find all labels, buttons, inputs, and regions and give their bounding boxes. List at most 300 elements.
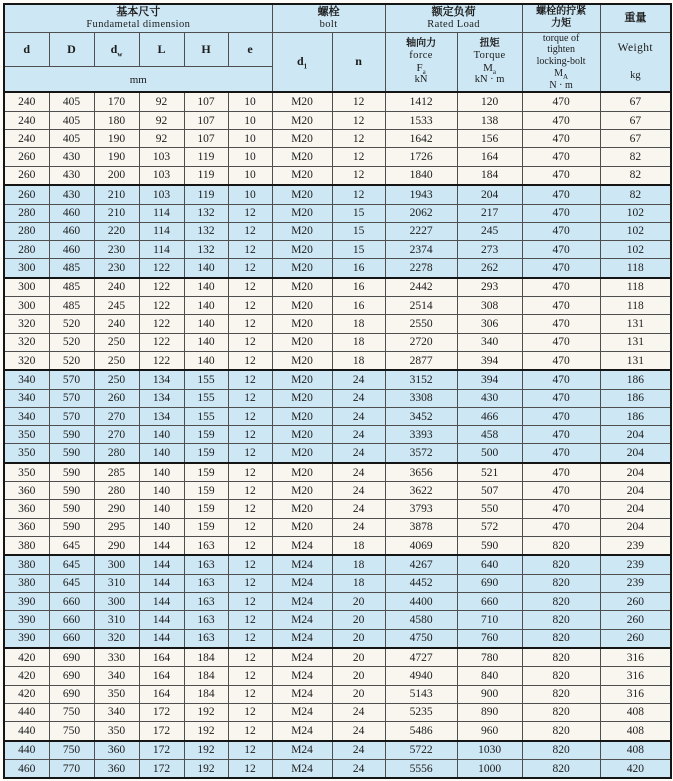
cell-torque-kNm: 430: [457, 389, 522, 407]
cell-d1: M20: [272, 240, 332, 258]
cell-locking-Nm: 820: [522, 574, 600, 592]
cell-d1: M24: [272, 555, 332, 574]
group-locking-torque: [522, 4, 600, 32]
table-row: [4, 500, 671, 518]
cell-force-kN: 4400: [385, 593, 457, 611]
cell-D: 770: [49, 759, 94, 778]
cell-force-kN: 3152: [385, 370, 457, 389]
cell-H: 159: [184, 482, 228, 500]
cell-d1: M20: [272, 426, 332, 444]
cell-weight-kg: 186: [600, 389, 671, 407]
cell-L: 140: [139, 444, 184, 463]
col-weight: [600, 32, 671, 92]
cell-e: 12: [228, 426, 272, 444]
cell-L: 122: [139, 333, 184, 351]
cell-L: 164: [139, 685, 184, 703]
cell-d: 280: [4, 222, 49, 240]
cell-D: 645: [49, 555, 94, 574]
cell-n: 24: [332, 463, 385, 482]
cell-force-kN: 1840: [385, 166, 457, 185]
cell-dw: 220: [94, 222, 139, 240]
torque-unit: kN · m: [474, 74, 505, 86]
cell-d1: M24: [272, 611, 332, 629]
cell-force-kN: 3572: [385, 444, 457, 463]
cell-weight-kg: 131: [600, 333, 671, 351]
cell-e: 12: [228, 463, 272, 482]
cell-weight-kg: 260: [600, 593, 671, 611]
group-dimension: [4, 4, 272, 32]
cell-D: 485: [49, 278, 94, 297]
cell-D: 690: [49, 667, 94, 685]
cell-L: 144: [139, 611, 184, 629]
table-row: [4, 297, 671, 315]
cell-locking-Nm: 820: [522, 611, 600, 629]
cell-H: 163: [184, 555, 228, 574]
cell-H: 163: [184, 536, 228, 555]
cell-torque-kNm: 394: [457, 370, 522, 389]
cell-weight-kg: 239: [600, 574, 671, 592]
cell-d: 390: [4, 611, 49, 629]
cell-e: 12: [228, 240, 272, 258]
cell-force-kN: 3622: [385, 482, 457, 500]
locking-symbol: [523, 68, 600, 80]
cell-L: 172: [139, 759, 184, 778]
cell-torque-kNm: 466: [457, 407, 522, 425]
cell-d: 300: [4, 297, 49, 315]
cell-dw: 340: [94, 667, 139, 685]
cell-n: 15: [332, 204, 385, 222]
cell-d1: M20: [272, 518, 332, 536]
cell-torque-kNm: 507: [457, 482, 522, 500]
cell-n: 15: [332, 222, 385, 240]
cell-dw: 230: [94, 259, 139, 278]
cell-locking-Nm: 820: [522, 629, 600, 648]
cell-force-kN: 1726: [385, 148, 457, 166]
locking-en2: tighten: [547, 44, 575, 56]
cell-dw: 190: [94, 148, 139, 166]
cell-torque-kNm: 273: [457, 240, 522, 258]
cell-force-kN: 2278: [385, 259, 457, 278]
cell-weight-kg: 204: [600, 518, 671, 536]
group-bolt-zh: 螺栓: [317, 5, 340, 18]
cell-torque-kNm: 890: [457, 703, 522, 721]
cell-dw: 285: [94, 463, 139, 482]
cell-D: 430: [49, 166, 94, 185]
locking-en1: torque of: [542, 32, 580, 44]
cell-locking-Nm: 820: [522, 667, 600, 685]
cell-locking-Nm: 470: [522, 204, 600, 222]
mm-label: mm: [129, 74, 147, 87]
cell-e: 10: [228, 185, 272, 204]
table-row: [4, 593, 671, 611]
cell-locking-Nm: 470: [522, 463, 600, 482]
cell-L: 144: [139, 574, 184, 592]
cell-e: 12: [228, 518, 272, 536]
cell-dw: 240: [94, 278, 139, 297]
cell-torque-kNm: 550: [457, 500, 522, 518]
cell-d: 260: [4, 148, 49, 166]
cell-torque-kNm: 710: [457, 611, 522, 629]
cell-n: 24: [332, 407, 385, 425]
cell-d1: M24: [272, 722, 332, 741]
cell-L: 92: [139, 130, 184, 148]
cell-L: 144: [139, 555, 184, 574]
cell-D: 405: [49, 92, 94, 111]
cell-L: 134: [139, 407, 184, 425]
cell-d1: M20: [272, 444, 332, 463]
col-H: H: [184, 32, 228, 67]
cell-D: 570: [49, 389, 94, 407]
table-row: [4, 555, 671, 574]
table-row: [4, 92, 671, 111]
cell-locking-Nm: 820: [522, 759, 600, 778]
cell-e: 10: [228, 92, 272, 111]
col-d1: [272, 32, 332, 92]
col-d1-base: d: [296, 54, 304, 69]
cell-d: 380: [4, 574, 49, 592]
cell-d1: M20: [272, 370, 332, 389]
cell-D: 485: [49, 259, 94, 278]
cell-locking-Nm: 470: [522, 407, 600, 425]
cell-weight-kg: 420: [600, 759, 671, 778]
torque-symbol-sub: a: [492, 67, 497, 76]
cell-n: 20: [332, 648, 385, 667]
cell-e: 12: [228, 389, 272, 407]
cell-locking-Nm: 470: [522, 92, 600, 111]
cell-d: 360: [4, 518, 49, 536]
cell-d1: M20: [272, 259, 332, 278]
cell-locking-Nm: 820: [522, 741, 600, 760]
cell-dw: 245: [94, 297, 139, 315]
locking-symbol-sub: A: [563, 72, 569, 81]
cell-H: 192: [184, 703, 228, 721]
cell-weight-kg: 131: [600, 315, 671, 333]
cell-D: 690: [49, 648, 94, 667]
cell-weight-kg: 316: [600, 667, 671, 685]
cell-d1: M24: [272, 703, 332, 721]
cell-locking-Nm: 470: [522, 315, 600, 333]
col-n: n: [332, 32, 385, 92]
table-row: [4, 222, 671, 240]
cell-n: 24: [332, 703, 385, 721]
bearing-spec-table: [3, 3, 672, 779]
cell-H: 140: [184, 333, 228, 351]
cell-locking-Nm: 470: [522, 130, 600, 148]
cell-weight-kg: 260: [600, 629, 671, 648]
cell-dw: 230: [94, 240, 139, 258]
cell-dw: 250: [94, 370, 139, 389]
cell-dw: 270: [94, 426, 139, 444]
cell-d: 320: [4, 333, 49, 351]
cell-force-kN: 5143: [385, 685, 457, 703]
cell-force-kN: 3452: [385, 407, 457, 425]
cell-locking-Nm: 470: [522, 444, 600, 463]
cell-weight-kg: 82: [600, 185, 671, 204]
cell-L: 134: [139, 370, 184, 389]
mm-unit-cell: [4, 67, 272, 93]
cell-force-kN: 2374: [385, 240, 457, 258]
cell-e: 12: [228, 333, 272, 351]
cell-e: 12: [228, 722, 272, 741]
cell-L: 122: [139, 278, 184, 297]
cell-dw: 300: [94, 593, 139, 611]
cell-L: 122: [139, 297, 184, 315]
cell-d1: M24: [272, 574, 332, 592]
cell-force-kN: 5486: [385, 722, 457, 741]
cell-dw: 250: [94, 351, 139, 370]
cell-dw: 210: [94, 185, 139, 204]
axial-zh: 轴向力: [406, 37, 437, 49]
group-rated-load-en: Rated Load: [427, 18, 480, 30]
cell-n: 24: [332, 759, 385, 778]
cell-force-kN: 3793: [385, 500, 457, 518]
cell-d: 320: [4, 351, 49, 370]
cell-e: 12: [228, 593, 272, 611]
table-row: [4, 426, 671, 444]
cell-H: 159: [184, 518, 228, 536]
cell-force-kN: 1943: [385, 185, 457, 204]
cell-locking-Nm: 470: [522, 148, 600, 166]
cell-torque-kNm: 640: [457, 555, 522, 574]
group-locking-zh1: 螺栓的拧紧: [536, 6, 587, 18]
cell-H: 184: [184, 648, 228, 667]
col-torque: [457, 32, 522, 92]
cell-L: 114: [139, 222, 184, 240]
cell-locking-Nm: 470: [522, 518, 600, 536]
cell-d: 380: [4, 555, 49, 574]
cell-e: 12: [228, 407, 272, 425]
cell-H: 163: [184, 593, 228, 611]
cell-H: 155: [184, 389, 228, 407]
axial-en: force: [409, 49, 433, 61]
cell-d: 360: [4, 500, 49, 518]
cell-L: 122: [139, 351, 184, 370]
cell-e: 12: [228, 444, 272, 463]
table-row: [4, 278, 671, 297]
cell-n: 16: [332, 259, 385, 278]
cell-weight-kg: 408: [600, 741, 671, 760]
cell-torque-kNm: 840: [457, 667, 522, 685]
cell-n: 18: [332, 351, 385, 370]
cell-weight-kg: 118: [600, 297, 671, 315]
cell-torque-kNm: 120: [457, 92, 522, 111]
table-row: [4, 148, 671, 166]
cell-H: 159: [184, 463, 228, 482]
cell-weight-kg: 204: [600, 463, 671, 482]
cell-locking-Nm: 470: [522, 240, 600, 258]
group-bolt: [272, 4, 385, 32]
table-row: [4, 315, 671, 333]
cell-force-kN: 2550: [385, 315, 457, 333]
cell-d1: M20: [272, 463, 332, 482]
group-locking-zh2: 力矩: [551, 18, 572, 30]
cell-H: 107: [184, 92, 228, 111]
cell-weight-kg: 260: [600, 611, 671, 629]
table-row: [4, 111, 671, 129]
cell-D: 750: [49, 741, 94, 760]
cell-weight-kg: 102: [600, 222, 671, 240]
cell-force-kN: 3393: [385, 426, 457, 444]
cell-force-kN: 4069: [385, 536, 457, 555]
cell-dw: 350: [94, 685, 139, 703]
cell-dw: 170: [94, 92, 139, 111]
table-row: [4, 722, 671, 741]
cell-e: 12: [228, 370, 272, 389]
cell-torque-kNm: 780: [457, 648, 522, 667]
cell-n: 24: [332, 482, 385, 500]
cell-d1: M20: [272, 130, 332, 148]
cell-d1: M24: [272, 629, 332, 648]
cell-D: 645: [49, 574, 94, 592]
cell-H: 132: [184, 222, 228, 240]
cell-d: 260: [4, 185, 49, 204]
cell-dw: 280: [94, 444, 139, 463]
cell-H: 163: [184, 629, 228, 648]
table-row: [4, 536, 671, 555]
cell-H: 140: [184, 315, 228, 333]
cell-weight-kg: 82: [600, 166, 671, 185]
cell-H: 192: [184, 722, 228, 741]
cell-d1: M20: [272, 148, 332, 166]
cell-torque-kNm: 217: [457, 204, 522, 222]
cell-torque-kNm: 308: [457, 297, 522, 315]
cell-locking-Nm: 470: [522, 333, 600, 351]
cell-d: 320: [4, 315, 49, 333]
cell-dw: 180: [94, 111, 139, 129]
cell-weight-kg: 131: [600, 351, 671, 370]
cell-n: 15: [332, 240, 385, 258]
cell-e: 12: [228, 667, 272, 685]
cell-weight-kg: 67: [600, 111, 671, 129]
cell-d1: M20: [272, 482, 332, 500]
cell-dw: 320: [94, 629, 139, 648]
cell-locking-Nm: 470: [522, 166, 600, 185]
cell-d: 390: [4, 629, 49, 648]
cell-d: 350: [4, 426, 49, 444]
cell-weight-kg: 408: [600, 722, 671, 741]
cell-n: 18: [332, 315, 385, 333]
cell-H: 159: [184, 426, 228, 444]
cell-e: 12: [228, 297, 272, 315]
cell-e: 12: [228, 685, 272, 703]
col-e: e: [228, 32, 272, 67]
table-header: [4, 4, 671, 92]
table-row: [4, 741, 671, 760]
cell-torque-kNm: 572: [457, 518, 522, 536]
torque-en: Torque: [473, 49, 506, 61]
cell-n: 18: [332, 555, 385, 574]
cell-D: 520: [49, 351, 94, 370]
torque-symbol-base: M: [483, 61, 493, 74]
group-weight-zh: 重量: [624, 11, 647, 24]
cell-H: 140: [184, 297, 228, 315]
table-row: [4, 130, 671, 148]
cell-L: 140: [139, 500, 184, 518]
group-weight: [600, 4, 671, 32]
axial-unit: kN: [414, 74, 428, 86]
cell-n: 24: [332, 741, 385, 760]
table-row: [4, 482, 671, 500]
cell-d1: M20: [272, 222, 332, 240]
cell-force-kN: 4452: [385, 574, 457, 592]
cell-d1: M24: [272, 741, 332, 760]
cell-L: 103: [139, 166, 184, 185]
cell-d: 420: [4, 667, 49, 685]
cell-D: 590: [49, 500, 94, 518]
cell-dw: 200: [94, 166, 139, 185]
cell-d1: M20: [272, 315, 332, 333]
cell-force-kN: 1642: [385, 130, 457, 148]
cell-torque-kNm: 500: [457, 444, 522, 463]
cell-force-kN: 5235: [385, 703, 457, 721]
cell-D: 750: [49, 703, 94, 721]
cell-torque-kNm: 1030: [457, 741, 522, 760]
cell-dw: 360: [94, 741, 139, 760]
cell-locking-Nm: 470: [522, 259, 600, 278]
cell-d: 380: [4, 536, 49, 555]
cell-locking-Nm: 470: [522, 482, 600, 500]
torque-symbol: [458, 62, 522, 75]
cell-L: 140: [139, 463, 184, 482]
cell-L: 140: [139, 426, 184, 444]
cell-d: 350: [4, 463, 49, 482]
cell-n: 12: [332, 166, 385, 185]
cell-L: 122: [139, 259, 184, 278]
cell-D: 590: [49, 426, 94, 444]
cell-e: 12: [228, 703, 272, 721]
cell-force-kN: 4267: [385, 555, 457, 574]
cell-H: 107: [184, 130, 228, 148]
cell-H: 119: [184, 166, 228, 185]
cell-L: 134: [139, 389, 184, 407]
table-row: [4, 240, 671, 258]
cell-d: 440: [4, 703, 49, 721]
cell-weight-kg: 239: [600, 536, 671, 555]
cell-n: 12: [332, 148, 385, 166]
cell-e: 12: [228, 629, 272, 648]
cell-H: 132: [184, 204, 228, 222]
cell-dw: 290: [94, 500, 139, 518]
cell-e: 12: [228, 536, 272, 555]
table-row: [4, 667, 671, 685]
cell-D: 460: [49, 240, 94, 258]
col-dw: [94, 32, 139, 67]
torque-zh: 扭矩: [479, 37, 500, 49]
cell-n: 24: [332, 370, 385, 389]
cell-d: 360: [4, 482, 49, 500]
cell-d1: M24: [272, 685, 332, 703]
header-cols-row: [4, 32, 671, 67]
cell-n: 12: [332, 111, 385, 129]
cell-force-kN: 5722: [385, 741, 457, 760]
cell-n: 20: [332, 629, 385, 648]
cell-d: 340: [4, 389, 49, 407]
cell-d: 280: [4, 204, 49, 222]
cell-d: 340: [4, 407, 49, 425]
cell-torque-kNm: 340: [457, 333, 522, 351]
cell-weight-kg: 186: [600, 407, 671, 425]
cell-n: 20: [332, 667, 385, 685]
cell-d1: M20: [272, 297, 332, 315]
cell-e: 12: [228, 648, 272, 667]
cell-locking-Nm: 470: [522, 351, 600, 370]
cell-d1: M20: [272, 111, 332, 129]
cell-d: 460: [4, 759, 49, 778]
cell-n: 20: [332, 685, 385, 703]
cell-H: 159: [184, 444, 228, 463]
cell-d1: M20: [272, 185, 332, 204]
cell-d: 240: [4, 130, 49, 148]
